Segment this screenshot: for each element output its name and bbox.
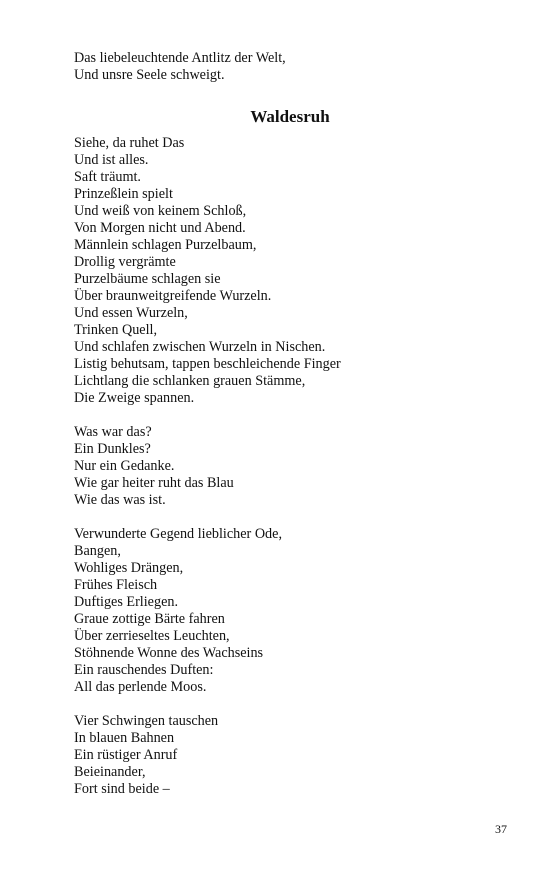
poem-body	[74, 135, 504, 798]
verse-line: Duftiges Erliegen.	[74, 594, 179, 610]
verse-line: Graue zottige Bärte fahren	[74, 611, 225, 627]
verse-line: Und schlafen zwischen Wurzeln in Nischen.	[74, 339, 326, 355]
verse-line: Beieinander,	[74, 764, 146, 780]
verse-line: Ein rauschendes Duften:	[74, 662, 214, 678]
verse-line: Von Morgen nicht und Abend.	[74, 220, 246, 236]
verse-line: Und ist alles.	[74, 152, 149, 168]
verse-line: Prinzeßlein spielt	[74, 186, 173, 202]
verse-line: Und unsre Seele schweigt.	[74, 67, 225, 83]
page-number: 37	[495, 822, 507, 836]
verse-line: Stöhnende Wonne des Wachseins	[74, 645, 264, 661]
verse-line: Drollig vergrämte	[74, 254, 176, 270]
verse-line: Bangen,	[74, 543, 121, 559]
verse-line: Nur ein Gedanke.	[74, 458, 175, 474]
stanza-1	[74, 135, 504, 407]
verse-line: Lichtlang die schlanken grauen Stämme,	[74, 373, 306, 389]
verse-line: Wohliges Drängen,	[74, 560, 184, 576]
intro-verse	[74, 50, 494, 84]
verse-line: Frühes Fleisch	[74, 577, 158, 593]
verse-line: Ein rüstiger Anruf	[74, 747, 178, 763]
verse-line: Und weiß von keinem Schloß,	[74, 203, 247, 219]
verse-line: All das perlende Moos.	[74, 679, 207, 695]
verse-line: Vier Schwingen tauschen	[74, 713, 219, 729]
verse-line: Siehe, da ruhet Das	[74, 135, 185, 151]
stanza-4	[74, 713, 504, 798]
stanza-2	[74, 424, 504, 509]
verse-line: Purzelbäume schlagen sie	[74, 271, 221, 287]
verse-line: In blauen Bahnen	[74, 730, 175, 746]
verse-line: Listig behutsam, tappen beschleichende Finger	[74, 356, 341, 372]
verse-line: Das liebeleuchtende Antlitz der Welt,	[74, 50, 286, 66]
verse-line: Fort sind beide –	[74, 781, 170, 797]
verse-line: Saft träumt.	[74, 169, 141, 185]
verse-line: Männlein schlagen Purzelbaum,	[74, 237, 257, 253]
verse-line: Trinken Quell,	[74, 322, 158, 338]
verse-line: Und essen Wurzeln,	[74, 305, 188, 321]
verse-line: Über braunweitgreifende Wurzeln.	[74, 288, 272, 304]
verse-line: Was war das?	[74, 424, 152, 440]
stanza-3	[74, 526, 504, 696]
verse-line: Ein Dunkles?	[74, 441, 151, 457]
verse-line: Über zerrieseltes Leuchten,	[74, 628, 230, 644]
verse-line: Die Zweige spannen.	[74, 390, 195, 406]
verse-line: Verwunderte Gegend lieblicher Ode,	[74, 526, 282, 542]
verse-line: Wie gar heiter ruht das Blau	[74, 475, 234, 491]
verse-line: Wie das was ist.	[74, 492, 166, 508]
poem-title: Waldesruh	[250, 107, 330, 126]
